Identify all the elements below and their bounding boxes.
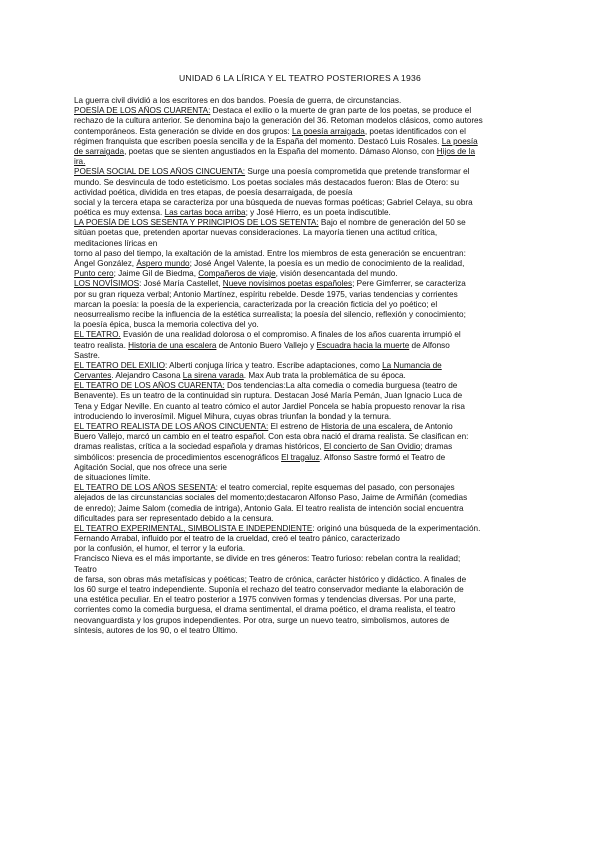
text-line — [74, 116, 534, 126]
underlined-text: La Numancia de — [382, 360, 442, 370]
underlined-text: Cervantes — [74, 371, 112, 381]
text-run: neovanguardista y los grupos independientes. Por otra, surge un nuevo teatro, simbolismos, autores de — [74, 615, 450, 625]
text-line — [74, 218, 534, 228]
underlined-text: Punto cero — [74, 269, 114, 279]
text-run: contemporáneos. Esta generación se divide en dos grupos: — [74, 126, 293, 136]
text-run: : Alberti conjuga lírica y teatro. Escribe adaptaciones, como — [165, 360, 383, 370]
text-run: corrientes como la comedia burguesa, el drama sentimental, el drama poético, el drama realista, el teatro — [74, 605, 456, 615]
text-run: ; José Ángel Valente, la poesía es un medio de conocimiento de la realidad, — [189, 259, 465, 268]
text-run: ; dramas — [420, 442, 453, 452]
text-line — [74, 544, 534, 554]
text-run: . Max Aub trata la problemática de su época. — [243, 371, 406, 381]
text-run: Teatro — [74, 564, 97, 574]
text-line — [74, 524, 534, 534]
text-run: Agitación Social, que nos ofrece una serie — [74, 462, 227, 472]
text-run: de Antonio Buero Vallejo y — [216, 340, 317, 350]
text-run: : originó una búsqueda de la experimentación. — [312, 523, 481, 533]
text-line — [74, 249, 534, 259]
text-line — [74, 341, 534, 351]
text-line — [74, 463, 534, 473]
text-run: alejados de las circunstancias sociales del momento;destacaron Alfonso Paso, Jaime de Armiñán (comedias — [74, 493, 468, 503]
text-run: actividad poética, dividida en tres etapas, de poesía desarraigada, de poesía — [74, 187, 353, 197]
underlined-text: La poesía arraigada — [292, 126, 365, 136]
text-run: los 60 surge el teatro independiente. Suponía el rechazo del teatro conservador mediante la elaboración de — [74, 585, 464, 594]
text-run: social y la tercera etapa se caracteriza por una búsqueda de nuevas formas poéticas; Gabriel Celaya, su obra — [74, 197, 473, 207]
text-line — [74, 127, 534, 137]
underlined-text: POESÍA DE LOS AÑOS CUARENTA: — [74, 106, 211, 116]
text-line — [74, 534, 534, 544]
text-line — [74, 402, 534, 412]
text-run: Sastre. — [74, 350, 100, 360]
text-run: ; Pere Gimferrer, se caracteriza — [352, 279, 466, 289]
underlined-text: El concierto de San Ovidio — [323, 442, 421, 452]
underlined-text: EL TEATRO EXPERIMENTAL, SIMBOLISTA E INDEPENDIENTE — [74, 523, 313, 533]
page-title: UNIDAD 6 LA LÍRICA Y EL TEATRO POSTERIORES A 1936 — [179, 73, 421, 83]
text-run: de farsa, son obras más metafísicas y poéticas; Teatro de crónica, carácter histórico y didáctico. A finales de — [74, 574, 467, 584]
text-line — [74, 422, 534, 432]
underlined-text: EL TEATRO. — [74, 330, 121, 340]
text-run: régimen franquista que escriben poesía sencilla y de la España del momento. Destacó Luis Rosales. — [74, 136, 442, 146]
text-run: Destaca el exilio o la muerte de gran parte de los poetas, se produce el — [210, 106, 472, 116]
text-run: La guerra civil dividió a los escritores en dos bandos. Poesía de guerra, de circunstancias. — [74, 96, 402, 105]
underlined-text: EL TEATRO DE LOS AÑOS CUARENTA: — [74, 381, 225, 391]
text-run: teatro realista. — [74, 340, 129, 350]
text-line — [74, 239, 534, 249]
underlined-text: ira. — [74, 157, 86, 167]
text-line — [74, 351, 534, 361]
text-line — [74, 432, 534, 442]
text-line — [74, 565, 534, 575]
underlined-text: POESÍA SOCIAL DE LOS AÑOS CINCUENTA: — [74, 167, 246, 177]
underlined-text: La sirena varada — [182, 371, 244, 381]
text-line — [74, 493, 534, 503]
text-run: Dos tendencias:La alta comedia o comedia burguesa (teatro de — [224, 381, 458, 391]
text-run: Benavente). Es un teatro de la continuidad sin ruptura. Destacan José María Pemán, Juan Ignacio Luca de — [74, 391, 463, 401]
text-line — [74, 554, 534, 564]
text-run: mundo. Se desvincula de todo esteticismo. Los poetas sociales más destacados fueron: Blas de Otero: su — [74, 177, 460, 187]
text-line — [74, 575, 534, 585]
text-run: Francisco Nieva es el más importante, se divide en tres géneros: Teatro furioso: rebelan contra la realidad; — [74, 554, 461, 564]
underlined-text: Nueve novísimos poetas españoles — [222, 279, 353, 289]
underlined-text: La poesía — [441, 136, 478, 146]
underlined-text: Historia de una escalera — [128, 340, 217, 350]
text-line — [74, 473, 534, 483]
text-run: Fernando Arrabal, influido por el teatro de la crueldad, creó el teatro pánico, caracterizado — [74, 534, 400, 544]
underlined-text: EL TEATRO DE LOS AÑOS SESENTA — [74, 483, 216, 493]
text-line — [74, 259, 534, 269]
text-line — [74, 178, 534, 188]
underlined-text: Áspero mundo — [136, 259, 190, 268]
underlined-text: Compañeros de viaje — [198, 269, 276, 279]
text-line — [74, 188, 534, 198]
text-line — [74, 504, 534, 514]
text-line — [74, 330, 534, 340]
text-run: Surge una poesía comprometida que pretende transformar el — [245, 167, 470, 177]
underlined-text: Escuadra hacia la muerte — [316, 340, 410, 350]
text-run: torno al paso del tiempo, la exaltación de la amistad. Entre los miembros de esta generación se encuentran: — [74, 248, 466, 258]
text-run: de Alfonso — [409, 340, 450, 350]
text-run: . Alfonso Sastre formó el Teatro de — [319, 452, 446, 462]
text-run: poética es muy extensa. — [74, 208, 165, 218]
text-run: simbólicos: presencia de procedimientos escenográficos — [74, 452, 282, 462]
text-line — [74, 626, 534, 636]
text-line — [74, 483, 534, 493]
text-run: , poetas que se sienten angustiados en la España del momento. Dámaso Alonso, con — [124, 146, 437, 156]
text-run: por su gran riqueza verbal; Antonio Martínez, espíritu rebelde. Desde 1975, varias tendencias y corrientes — [74, 289, 458, 299]
underlined-text: EL TEATRO DEL EXILIO — [74, 360, 165, 370]
text-run: Bajo el nombre de generación del 50 se — [318, 218, 466, 228]
text-run: ; Jaime Gil de Biedma, — [113, 269, 199, 279]
text-run: . Alejandro Casona — [111, 371, 183, 381]
text-run: , visión desencantada del mundo. — [275, 269, 398, 279]
text-run: de situaciones límite. — [74, 472, 151, 482]
text-line — [74, 96, 534, 106]
text-run: de enredo); Jaime Salom (comedia de intriga), Antonio Gala. El teatro realista de intención social encuentra — [74, 503, 464, 513]
underlined-text: de sarraigada — [74, 146, 125, 156]
text-line — [74, 167, 534, 177]
text-run: de Antonio — [411, 422, 453, 431]
text-line — [74, 300, 534, 310]
text-line — [74, 371, 534, 381]
underlined-text: Hijos de la — [436, 146, 476, 156]
text-run: dificultades para ser representado debido a la censura. — [74, 513, 274, 523]
text-line — [74, 106, 534, 116]
text-line — [74, 381, 534, 391]
text-line — [74, 361, 534, 371]
text-run: una estética peculiar. En el teatro posterior a 1975 conviven formas y tendencias diversas. Por una parte, — [74, 595, 456, 605]
text-line — [74, 269, 534, 279]
text-run: : el teatro comercial, repite esquemas del pasado, con personajes — [215, 483, 455, 493]
text-line — [74, 320, 534, 330]
text-line — [74, 198, 534, 208]
underlined-text: EL TEATRO REALISTA DE LOS AÑOS CINCUENTA: — [74, 422, 269, 431]
underlined-text: El tragaluz — [281, 452, 320, 462]
text-line — [74, 290, 534, 300]
text-run: por la confusión, el humor, el terror y la euforia. — [74, 544, 246, 554]
text-line — [74, 442, 534, 452]
underlined-text: Historia de una escalera, — [321, 422, 412, 431]
text-line — [74, 616, 534, 626]
text-run: sitúan poetas que, pretenden aportar nuevas consideraciones. La mayoría tienen una actitud crítica, — [74, 228, 438, 238]
text-run: dramas realistas, crítica a la sociedad española y dramas históricos, — [74, 442, 324, 452]
text-run: rechazo de la cultura anterior. Se denomina bajo la generación del 36. Retoman modelos clásicos, como autores — [74, 116, 483, 126]
text-run: Evasión de una realidad dolorosa o el compromiso. A finales de los años cuarenta irrumpió el — [120, 330, 461, 340]
text-line — [74, 208, 534, 218]
text-run: Buero Vallejo, marcó un cambio en el teatro español. Con esta obra nació el drama realista. Se clasifican en: — [74, 432, 469, 442]
underlined-text: LOS NOVÍSIMOS — [74, 279, 140, 289]
text-run: meditaciones líricas en — [74, 238, 158, 248]
text-line — [74, 228, 534, 238]
text-line — [74, 391, 534, 401]
text-run: introduciendo lo inverosímil. Miguel Mihura, cuyas obras triunfan la bondad y la ternura. — [74, 411, 392, 421]
text-line — [74, 137, 534, 147]
text-run: , poetas identificados con el — [364, 126, 466, 136]
text-run: Ángel González, — [74, 259, 137, 268]
text-line — [74, 147, 534, 157]
text-run: El estreno de — [268, 422, 322, 431]
text-line — [74, 453, 534, 463]
text-run: la poesía épica, busca la memoria colectiva del yo. — [74, 320, 259, 330]
text-line — [74, 595, 534, 605]
text-run: : José María Castellet, — [139, 279, 223, 289]
underlined-text: Las cartas boca arriba — [164, 208, 246, 218]
text-run: neosurrealismo recibe la influencia de la estética surrealista; la poesía del silencio, reflexión y conocimiento; — [74, 309, 466, 319]
underlined-text: LA POESÍA DE LOS SESENTA Y PRINCIPIOS DE LOS SETENTA: — [74, 218, 319, 228]
text-line — [74, 605, 534, 615]
text-line — [74, 412, 534, 422]
document-body — [74, 96, 534, 636]
text-line — [74, 279, 534, 289]
text-line — [74, 514, 534, 524]
text-line — [74, 585, 534, 595]
text-run: Tena y Edgar Neville. En cuanto al teatro cómico el autor Jardiel Poncela se había propuesto renovar la risa — [74, 401, 465, 411]
text-run: ; y José Hierro, es un poeta indiscutible. — [245, 208, 391, 218]
text-run: marcan la poesía: la poesía de la experiencia, caracterizada por la creación ficticia del yo poético; el — [74, 299, 438, 309]
text-line — [74, 157, 534, 167]
text-run: síntesis, autores de los 90, o el teatro Último. — [74, 625, 238, 635]
text-line — [74, 310, 534, 320]
